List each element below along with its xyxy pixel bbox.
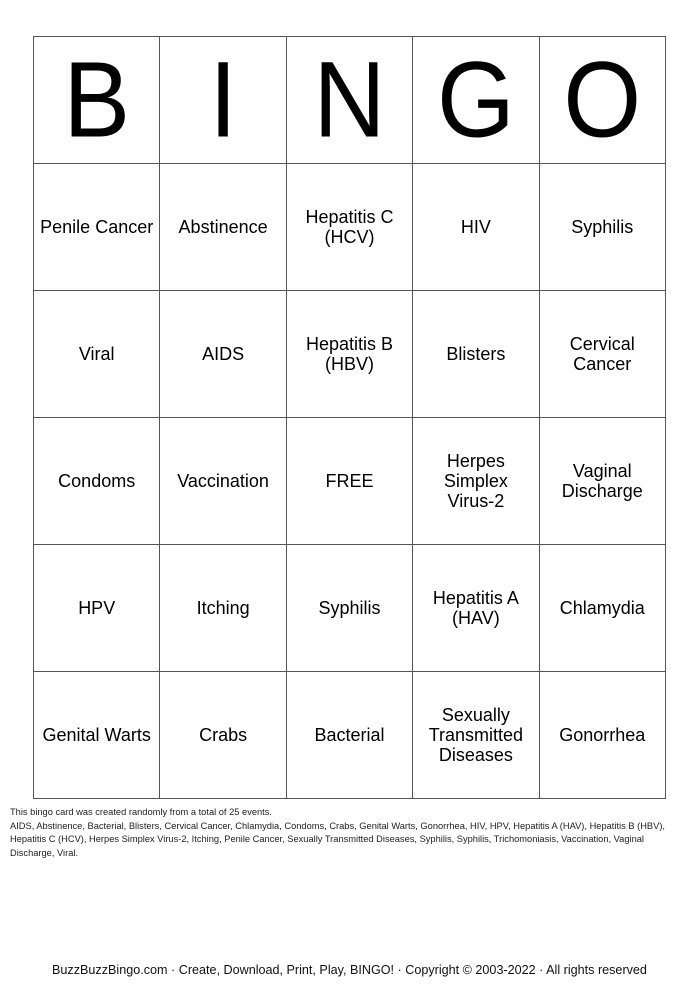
bingo-cell: Hepatitis A (HAV) <box>413 545 539 672</box>
bingo-cell: Chlamydia <box>539 545 665 672</box>
header-letter-text: I <box>209 39 237 161</box>
bingo-cell: Viral <box>34 291 160 418</box>
free-space-cell: FREE <box>286 418 412 545</box>
bingo-cell: Vaccination <box>160 418 286 545</box>
bingo-row <box>34 164 666 291</box>
bingo-cell: Herpes Simplex Virus-2 <box>413 418 539 545</box>
header-letter-i <box>160 37 286 164</box>
header-letter-b <box>34 37 160 164</box>
bingo-cell: Itching <box>160 545 286 672</box>
bingo-cell: Penile Cancer <box>34 164 160 291</box>
bingo-cell: Sexually Transmitted Diseases <box>413 672 539 799</box>
header-letter-g <box>413 37 539 164</box>
bingo-cell: Abstinence <box>160 164 286 291</box>
header-letter-text: B <box>63 39 131 161</box>
bingo-row <box>34 672 666 799</box>
bingo-cell: Bacterial <box>286 672 412 799</box>
header-letter-n <box>286 37 412 164</box>
bingo-row <box>34 418 666 545</box>
bingo-cell: Gonorrhea <box>539 672 665 799</box>
bingo-cell: Hepatitis B (HBV) <box>286 291 412 418</box>
card-info <box>10 806 690 860</box>
header-letter-text: G <box>436 39 515 161</box>
header-letter-o <box>539 37 665 164</box>
bingo-cell: AIDS <box>160 291 286 418</box>
bingo-cell: Hepatitis C (HCV) <box>286 164 412 291</box>
bingo-header-row <box>34 37 666 164</box>
bingo-cell: Cervical Cancer <box>539 291 665 418</box>
events-list: AIDS, Abstinence, Bacterial, Blisters, Cervical Cancer, Chlamydia, Condoms, Crabs, Genital Warts, Gonorrhea, HIV, HPV, Hepatitis A (HAV), Hepatitis B (HBV), Hepatitis C (HCV), Herpes Simplex Virus-2, Itching, Penile Cancer, Sexually Transmitted Diseases, Syphilis, Syphilis, Trichomoniasis, Vaccination, Vaginal Discharge, Viral. <box>10 820 665 858</box>
bingo-cell: Syphilis <box>286 545 412 672</box>
bingo-cell: Blisters <box>413 291 539 418</box>
header-letter-text: N <box>313 39 386 161</box>
bingo-cell: Vaginal Discharge <box>539 418 665 545</box>
page-footer: BuzzBuzzBingo.com · Create, Download, Print, Play, BINGO! · Copyright © 2003-2022 · All rights reserved <box>52 963 647 977</box>
bingo-card <box>33 36 666 799</box>
bingo-cell: HIV <box>413 164 539 291</box>
bingo-row <box>34 291 666 418</box>
bingo-row <box>34 545 666 672</box>
card-summary: This bingo card was created randomly from a total of 25 events. <box>10 807 272 817</box>
bingo-cell: Crabs <box>160 672 286 799</box>
header-letter-text: O <box>563 39 642 161</box>
bingo-cell: Syphilis <box>539 164 665 291</box>
bingo-cell: HPV <box>34 545 160 672</box>
bingo-cell: Genital Warts <box>34 672 160 799</box>
bingo-cell: Condoms <box>34 418 160 545</box>
